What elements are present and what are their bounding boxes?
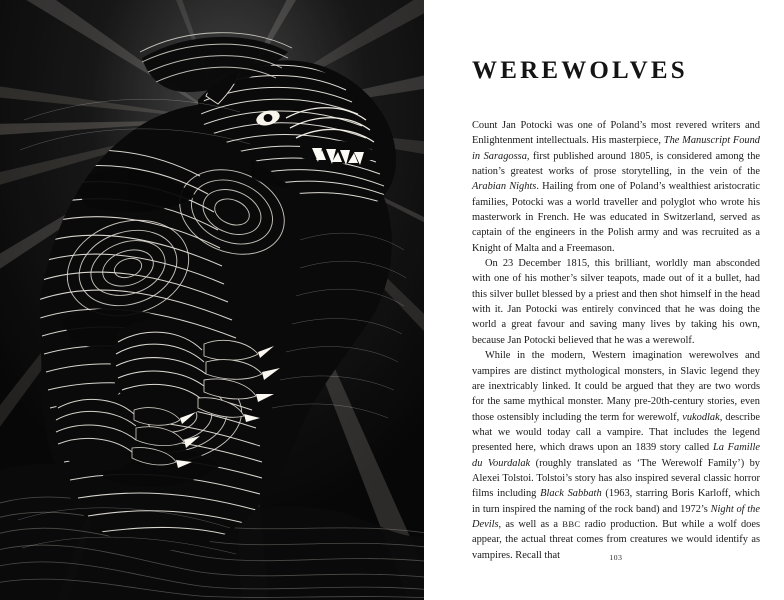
text-run: vukodlak: [682, 411, 720, 423]
paragraph-1: [472, 118, 760, 256]
text-run: (roughly translated as ‘The Werewolf Family’) by Alexei Tolstoi. Tolstoi’s story has also inspired several classic horror films including: [472, 457, 760, 500]
text-run: Count Jan Potocki was one of Poland’s most revered writers and Enlightenment intellectuals. His masterpiece,: [472, 120, 760, 147]
text-run: The Manuscript Found in Saragossa: [472, 135, 761, 162]
text-run: Arabian Nights: [472, 181, 537, 193]
text-run: On 23 December 1815, this brilliant, worldly man absconded with one of his mother’s silver teapots, made out of it a bullet, had this silver bullet blessed by a priest and then shot himself in the head with it. Jan Potocki was entirely convinced that he was doing the world a great favour and saving many lives by taking his own, because Jan Potocki believed that he was a werewolf.: [472, 258, 760, 346]
text-run: , as well as a: [498, 518, 563, 530]
paragraph-2: [472, 256, 760, 348]
chapter-title: WEREWOLVES: [472, 56, 688, 84]
right-page: [424, 0, 784, 600]
page-number: 103: [609, 553, 623, 562]
text-run: radio production. But while a wolf does appear, the actual threat comes from creatures we would identify as vampires. Recall that: [472, 518, 760, 561]
text-run: , first published around 1805, is considered among the nation’s greatest works of prose storytelling, in the vein of the: [472, 150, 761, 178]
para-3-runs: [472, 350, 760, 560]
text-run: (1963, starring Boris Karloff, which in turn inspired the naming of the rock band) and 1972’s: [472, 488, 761, 515]
paragraph-3: [472, 348, 760, 563]
text-run: BBC: [562, 518, 581, 529]
text-run: La Famille du Vourdalak: [472, 442, 761, 469]
text-run: , describe what we would today call a vampire. That includes the legend presented here, which draws upon an 1839 story called: [472, 411, 760, 454]
text-run: While in the modern, Western imagination werewolves and vampires are distinct mythological monsters, in Slavic legend they are inextricably linked. It could be argued that they are two words for the same mythical monster. Many pre-20th-century stories, even those ostensibly including the term for werewolf,: [472, 350, 760, 423]
body-text: [472, 118, 760, 563]
text-run: . Hailing from one of Poland’s wealthiest aristocratic families, Potocki was a world traveller and polyglot who wrote his masterwork in French. He was educated in Switzerland, served as captain of the engineers in the Polish army and was recruited as a Knight of Malta and a Freemason.: [472, 181, 760, 254]
para-2-runs: [472, 258, 760, 346]
para-1-runs: [472, 120, 760, 254]
text-run: Night of the Devils: [472, 503, 760, 530]
text-run: Black Sabbath: [540, 488, 602, 500]
